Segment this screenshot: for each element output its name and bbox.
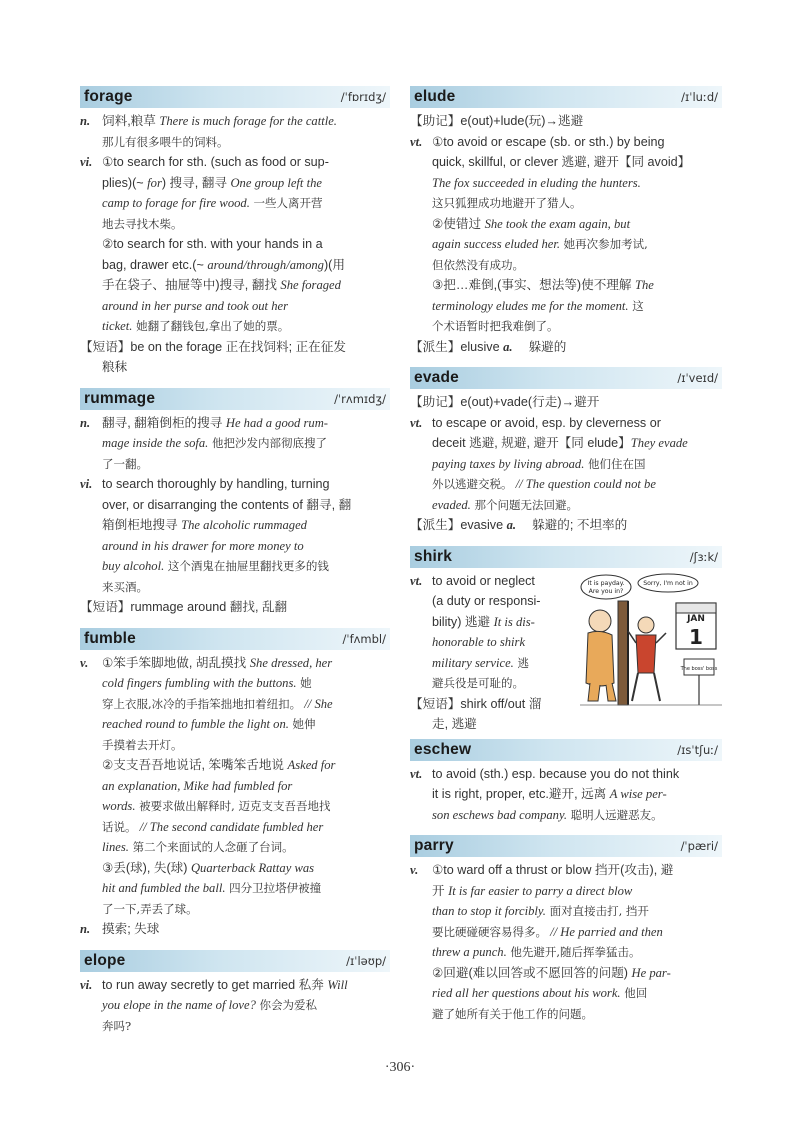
definition-line bbox=[410, 963, 722, 984]
definition-text: ①to avoid or escape (sb. or sth.) by being bbox=[432, 134, 665, 149]
part-of-speech: vt. bbox=[410, 573, 423, 588]
definition-line bbox=[80, 1016, 390, 1037]
example-sentence: around/through/among bbox=[207, 257, 324, 272]
example-sentence: It is dis- bbox=[493, 614, 535, 629]
definition-line bbox=[410, 784, 722, 805]
definition-line bbox=[80, 275, 390, 296]
sign-text: The boss' boss bbox=[680, 665, 718, 672]
person-left-head bbox=[589, 610, 611, 632]
part-of-speech: n. bbox=[80, 922, 91, 936]
definition-line bbox=[410, 214, 722, 235]
speech-bubble-left bbox=[581, 575, 631, 599]
example-sentence: an explanation, Mike had fumbled for bbox=[102, 778, 293, 793]
definition-line bbox=[80, 714, 390, 735]
entry-forage bbox=[80, 86, 390, 378]
example-sentence: hit and fumbled the ball. bbox=[102, 881, 226, 895]
example-sentence: threw a punch. bbox=[432, 945, 507, 959]
part-of-speech: v. bbox=[410, 863, 419, 877]
translation: 她 bbox=[296, 676, 312, 690]
example-sentence: A wise per- bbox=[609, 787, 667, 801]
phonetic: /ɪˈveɪd/ bbox=[677, 371, 718, 385]
example-sentence: The fox succeeded in eluding the hunters. bbox=[432, 175, 641, 190]
entry-eschew bbox=[410, 739, 722, 826]
definition-text: it is right, proper, etc.避开, 远离 bbox=[432, 787, 610, 801]
definition-line bbox=[410, 694, 578, 715]
example-sentence: words. bbox=[102, 799, 136, 813]
definition-line bbox=[80, 878, 390, 899]
definition-text: 【短语】rummage around 翻找, 乱翻 bbox=[80, 600, 288, 614]
definition-line bbox=[80, 214, 390, 235]
definition-line bbox=[410, 392, 722, 413]
definition-line bbox=[80, 111, 390, 132]
headword-bar bbox=[410, 835, 722, 857]
definition-text: to search thoroughly by handling, turning bbox=[102, 477, 330, 491]
definition-text: 开 bbox=[432, 883, 449, 898]
example-sentence: They evade bbox=[630, 436, 688, 450]
example-sentence: terminology eludes me for the moment. bbox=[432, 298, 629, 313]
definition-text: )(用 bbox=[323, 257, 345, 272]
phonetic: /ʃɜːk/ bbox=[689, 549, 718, 564]
shirk-body bbox=[410, 571, 722, 729]
translation: 外以逃避交税。 bbox=[432, 477, 513, 491]
door bbox=[618, 601, 628, 705]
definition-line bbox=[80, 536, 390, 557]
example-sentence: The bbox=[635, 278, 654, 292]
translation: 你会为爱私 bbox=[255, 998, 318, 1012]
definition-text: 【助记】e(out)+lude(玩)→逃避 bbox=[410, 114, 584, 128]
part-of-speech: vi. bbox=[80, 977, 93, 992]
definition-line bbox=[410, 983, 722, 1004]
example-sentence: around in his drawer for more money to bbox=[102, 538, 304, 553]
example-sentence: you elope in the name of love? bbox=[102, 998, 256, 1012]
part-of-speech: a. bbox=[503, 339, 513, 354]
calendar-month: JAN bbox=[687, 613, 705, 624]
definition-line bbox=[80, 858, 390, 879]
definition-line bbox=[80, 735, 390, 756]
right-column bbox=[410, 86, 722, 1034]
translation: 话说。 bbox=[102, 819, 137, 834]
definition-line bbox=[80, 837, 390, 858]
definition-text: ③把…难倒,(事实、想法等)使不理解 bbox=[432, 278, 635, 292]
translation: 他把沙发内部彻底搜了 bbox=[208, 436, 327, 450]
shirk-definition bbox=[410, 571, 578, 735]
definition-line bbox=[410, 764, 722, 785]
translation: 穿上衣服,冰冷的手指笨拙地扣着纽扣。 bbox=[102, 696, 302, 711]
translation: 她再次参加考试, bbox=[560, 237, 648, 251]
entry-shirk bbox=[410, 546, 722, 729]
definition-line bbox=[410, 316, 722, 337]
definition-line bbox=[80, 919, 390, 940]
definition-line bbox=[410, 413, 722, 434]
example-sentence: Quarterback Rattay was bbox=[190, 860, 315, 875]
translation: 被要求做出解释时, 迈克支支吾吾地找 bbox=[135, 799, 331, 813]
headword: eschew bbox=[414, 740, 472, 758]
entry-elope bbox=[80, 950, 390, 1037]
definition-text: 走, 逃避 bbox=[432, 717, 477, 731]
definition-text: to run away secretly to get married 私奔 bbox=[102, 977, 328, 992]
translation: 避了她所有关于他工作的问题。 bbox=[432, 1006, 593, 1021]
translation: 手摸着去开灯。 bbox=[102, 737, 183, 752]
example-sentence: evaded. bbox=[432, 497, 471, 512]
definition-text: ②支支吾吾地说话, 笨嘴笨舌地说 bbox=[102, 758, 288, 772]
definition-text: 躲避的; 不坦率的 bbox=[528, 518, 628, 532]
phonetic: /ˈpæri/ bbox=[680, 839, 718, 853]
definition-line bbox=[410, 132, 722, 153]
definition-line bbox=[80, 597, 390, 618]
translation: 她伸 bbox=[288, 717, 316, 731]
definition-line bbox=[410, 571, 578, 592]
part-of-speech: vt. bbox=[410, 415, 423, 430]
translation: 一些人离开营 bbox=[249, 196, 323, 210]
example-sentence: The alcoholic rummaged bbox=[181, 518, 307, 532]
example-sentence: She dressed, her bbox=[249, 655, 333, 670]
definition-text: 摸索; 失球 bbox=[102, 922, 160, 936]
definition-text: 翻寻, 翻箱倒柜的搜寻 bbox=[102, 415, 226, 430]
definition-line bbox=[80, 234, 390, 255]
definition-line bbox=[80, 152, 390, 173]
example-sentence: He par- bbox=[631, 965, 671, 980]
definition-line bbox=[410, 922, 722, 943]
part-of-speech: n. bbox=[80, 415, 91, 430]
person-right-head bbox=[638, 617, 654, 633]
definition-line bbox=[410, 111, 722, 132]
example-sentence: than to stop it forcibly. bbox=[432, 904, 546, 918]
translation: 了一下,弄丢了球。 bbox=[102, 901, 198, 916]
definition-text: ②to search for sth. with your hands in a bbox=[102, 237, 323, 251]
example-sentence: Will bbox=[327, 977, 348, 992]
example-sentence: // The second candidate fumbled her bbox=[136, 819, 324, 834]
translation: 但依然没有成功。 bbox=[432, 257, 524, 272]
definition-line bbox=[80, 296, 390, 317]
definition-line bbox=[410, 296, 722, 317]
headword-bar bbox=[80, 388, 390, 410]
entry-fumble bbox=[80, 628, 390, 940]
definition-text: ①to search for sth. (such as food or sup- bbox=[102, 155, 329, 169]
translation: 了一翻。 bbox=[102, 456, 148, 471]
definition-text: ②回避(难以回答或不愿回答的问题) bbox=[432, 965, 632, 980]
example-sentence: cold fingers fumbling with the buttons. bbox=[102, 676, 297, 690]
headword: shirk bbox=[414, 547, 453, 565]
definition-line bbox=[80, 796, 390, 817]
headword: parry bbox=[414, 837, 454, 854]
definition-line bbox=[80, 817, 390, 838]
definition-text: quick, skillful, or clever 逃避, 避开【同 avoid】 bbox=[432, 155, 691, 169]
definition-line bbox=[410, 860, 722, 881]
headword-bar bbox=[80, 628, 390, 650]
example-sentence: ried all her questions about his work. bbox=[432, 986, 621, 1000]
definition-text: 粮秣 bbox=[102, 360, 128, 374]
definition-line bbox=[80, 255, 390, 276]
definition-line bbox=[410, 942, 722, 963]
definition-line bbox=[80, 193, 390, 214]
definition-line bbox=[410, 454, 722, 475]
translation: 那儿有很多喂牛的饲料。 bbox=[102, 134, 229, 149]
definition-line bbox=[410, 515, 722, 536]
example-sentence: military service. bbox=[432, 655, 514, 670]
definition-line bbox=[410, 714, 578, 735]
definition-line bbox=[80, 454, 390, 475]
definition-line bbox=[80, 413, 390, 434]
headword: elope bbox=[84, 951, 126, 969]
translation: 第二个来面试的人念砸了台词。 bbox=[128, 840, 294, 854]
part-of-speech: vt. bbox=[410, 766, 423, 781]
translation: 他先避开,随后挥拳猛击。 bbox=[506, 945, 641, 959]
definition-line bbox=[80, 495, 390, 516]
definition-text: plies)(~ bbox=[102, 175, 148, 190]
definition-text: 箱倒柜地搜寻 bbox=[102, 518, 182, 532]
definition-line bbox=[410, 805, 722, 826]
definition-text: ) 搜寻, 翻寻 bbox=[161, 175, 231, 190]
headword-bar bbox=[410, 86, 722, 108]
phonetic: /ɪˈləʊp/ bbox=[346, 953, 386, 968]
translation: 四分卫拉塔伊被撞 bbox=[225, 881, 322, 895]
definition-line bbox=[80, 474, 390, 495]
headword-bar bbox=[410, 546, 722, 568]
part-of-speech: v. bbox=[80, 655, 89, 670]
bubble-right-text: Sorry, I'm not in bbox=[643, 579, 693, 587]
definition-text: (a duty or responsi- bbox=[432, 594, 541, 608]
definition-text: bility) 逃避 bbox=[432, 614, 494, 629]
example-sentence: again success eluded her. bbox=[432, 237, 561, 251]
definition-text: ①to ward off a thrust or blow 挡开(攻击), 避 bbox=[432, 863, 674, 877]
translation: 他回 bbox=[620, 986, 648, 1000]
definition-line bbox=[80, 337, 390, 358]
translation: 他们住在国 bbox=[584, 456, 646, 471]
example-sentence: camp to forage for fire wood. bbox=[102, 196, 250, 210]
translation: 面对直接击打, 挡开 bbox=[545, 904, 649, 918]
definition-text: 躲避的 bbox=[525, 339, 567, 354]
headword-bar bbox=[80, 86, 390, 108]
definition-line bbox=[80, 577, 390, 598]
definition-line bbox=[80, 357, 390, 378]
headword: forage bbox=[84, 88, 133, 105]
bubble-left-text-1: It is payday. bbox=[587, 579, 625, 587]
example-sentence: ticket. bbox=[102, 319, 133, 333]
phonetic: /ɪsˈtʃuː/ bbox=[677, 742, 718, 757]
phonetic: /ɪˈluːd/ bbox=[681, 90, 718, 104]
example-sentence: buy alcohol. bbox=[102, 559, 165, 573]
example-sentence: She took the exam again, but bbox=[484, 216, 631, 231]
headword-bar bbox=[410, 367, 722, 389]
definition-line bbox=[410, 612, 578, 633]
part-of-speech: vi. bbox=[80, 155, 93, 169]
definition-line bbox=[80, 433, 390, 454]
translation: 要比硬碰硬容易得多。 bbox=[432, 924, 547, 939]
translation: 奔吗? bbox=[102, 1018, 132, 1033]
definition-line bbox=[80, 653, 390, 674]
definition-line bbox=[80, 132, 390, 153]
translation: 这只狐狸成功地避开了猎人。 bbox=[432, 196, 582, 210]
translation: 避兵役是可耻的。 bbox=[432, 676, 524, 690]
headword: evade bbox=[414, 369, 459, 386]
headword: fumble bbox=[84, 629, 137, 647]
definition-line bbox=[410, 255, 722, 276]
bubble-left-text-2: Are you in? bbox=[588, 587, 624, 595]
headword-bar bbox=[80, 950, 390, 972]
definition-text: 【短语】be on the forage 正在找饲料; 正在征发 bbox=[80, 339, 346, 354]
person-right-body bbox=[636, 635, 656, 673]
part-of-speech: vt. bbox=[410, 134, 423, 149]
example-sentence: // He parried and then bbox=[547, 924, 663, 939]
definition-line bbox=[80, 515, 390, 536]
definition-text: to avoid or neglect bbox=[432, 573, 535, 588]
definition-text: to escape or avoid, esp. by cleverness or bbox=[432, 415, 661, 430]
headword: elude bbox=[414, 88, 456, 105]
definition-line bbox=[410, 881, 722, 902]
definition-line bbox=[410, 495, 722, 516]
definition-line bbox=[80, 673, 390, 694]
example-sentence: Asked for bbox=[287, 758, 336, 772]
translation: 个术语暂时把我难倒了。 bbox=[432, 319, 559, 333]
example-sentence: // She bbox=[301, 696, 333, 711]
definition-line bbox=[410, 173, 722, 194]
definition-line bbox=[80, 995, 390, 1016]
example-sentence: She foraged bbox=[280, 278, 341, 292]
page-number: ·306· bbox=[384, 1060, 416, 1075]
part-of-speech: vi. bbox=[80, 477, 93, 491]
right-column-bottom bbox=[410, 739, 722, 1025]
cartoon-illustration bbox=[580, 573, 722, 711]
definition-line bbox=[410, 1004, 722, 1025]
definition-text: to avoid (sth.) esp. because you do not think bbox=[432, 766, 680, 781]
left-column bbox=[80, 86, 390, 1046]
definition-text: ②使错过 bbox=[432, 216, 485, 231]
definition-text: bag, drawer etc.(~ bbox=[102, 257, 208, 272]
translation: 那个问题无法回避。 bbox=[470, 497, 578, 512]
definition-line bbox=[80, 694, 390, 715]
definition-text: over, or disarranging the contents of 翻寻, 翻 bbox=[102, 497, 352, 512]
phonetic: /ˈrʌmɪdʒ/ bbox=[334, 391, 386, 406]
translation: 聪明人远避恶友。 bbox=[567, 807, 663, 822]
definition-line bbox=[410, 337, 722, 358]
example-sentence: honorable to shirk bbox=[432, 635, 526, 649]
example-sentence: for bbox=[147, 175, 162, 190]
definition-line bbox=[80, 899, 390, 920]
entry-parry bbox=[410, 835, 722, 1024]
translation: 这 bbox=[628, 298, 644, 313]
definition-line bbox=[410, 275, 722, 296]
example-sentence: son eschews bad company. bbox=[432, 807, 568, 822]
example-sentence: paying taxes by living abroad. bbox=[432, 456, 585, 471]
definition-line bbox=[410, 673, 578, 694]
example-sentence: It is far easier to parry a direct blow bbox=[448, 883, 633, 898]
definition-line bbox=[410, 901, 722, 922]
example-sentence: // The question could not be bbox=[512, 477, 656, 491]
definition-text: ③丢(球), 失(球) bbox=[102, 860, 191, 875]
headword-bar bbox=[410, 739, 722, 761]
example-sentence: One group left the bbox=[230, 175, 322, 190]
translation: 这个酒鬼在抽屉里翻找更多的钱 bbox=[164, 559, 329, 573]
definition-text: deceit 逃避, 规避, 避开【同 elude】 bbox=[432, 436, 631, 450]
entry-elude bbox=[410, 86, 722, 357]
definition-line bbox=[80, 316, 390, 337]
definition-text: 【助记】e(out)+vade(行走)→避开 bbox=[410, 395, 600, 409]
headword: rummage bbox=[84, 389, 156, 407]
definition-line bbox=[80, 755, 390, 776]
entry-rummage bbox=[80, 388, 390, 618]
part-of-speech: n. bbox=[80, 114, 91, 128]
definition-line bbox=[410, 653, 578, 674]
definition-text: 【短语】shirk off/out 溜 bbox=[410, 696, 542, 711]
translation: 逃 bbox=[513, 655, 529, 670]
entry-evade bbox=[410, 367, 722, 536]
definition-line bbox=[80, 556, 390, 577]
example-sentence: reached round to fumble the light on. bbox=[102, 717, 289, 731]
definition-line bbox=[410, 433, 722, 454]
part-of-speech: a. bbox=[506, 518, 517, 532]
phonetic: /ˈfʌmbl/ bbox=[342, 631, 386, 646]
definition-line bbox=[410, 591, 578, 612]
definition-text: 【派生】evasive bbox=[410, 518, 507, 532]
person-left-body bbox=[586, 631, 614, 686]
definition-line bbox=[80, 975, 390, 996]
definition-line bbox=[410, 474, 722, 495]
translation: 她翻了翻钱包,拿出了她的票。 bbox=[132, 319, 290, 333]
definition-line bbox=[410, 632, 578, 653]
example-sentence: He had a good rum- bbox=[225, 415, 328, 430]
translation: 地去寻找木柴。 bbox=[102, 216, 183, 231]
example-sentence: mage inside the sofa. bbox=[102, 436, 209, 450]
definition-text: 饲料,粮草 bbox=[102, 114, 160, 128]
example-sentence: around in her purse and took out her bbox=[102, 298, 288, 313]
calendar-day: 1 bbox=[689, 624, 703, 649]
example-sentence: There is much forage for the cattle. bbox=[159, 114, 337, 128]
definition-text: 【派生】elusive bbox=[410, 339, 504, 354]
definition-line bbox=[410, 234, 722, 255]
definition-line bbox=[80, 173, 390, 194]
definition-line bbox=[80, 776, 390, 797]
definition-text: 手在袋子、抽屉等中)搜寻, 翻找 bbox=[102, 278, 281, 292]
phonetic: /ˈfɒrɪdʒ/ bbox=[340, 90, 386, 104]
definition-text: ①笨手笨脚地做, 胡乱摸找 bbox=[102, 655, 250, 670]
right-column-top bbox=[410, 86, 722, 536]
definition-line bbox=[410, 193, 722, 214]
example-sentence: lines. bbox=[102, 840, 129, 854]
definition-line bbox=[410, 152, 722, 173]
translation: 来买酒。 bbox=[102, 579, 148, 594]
